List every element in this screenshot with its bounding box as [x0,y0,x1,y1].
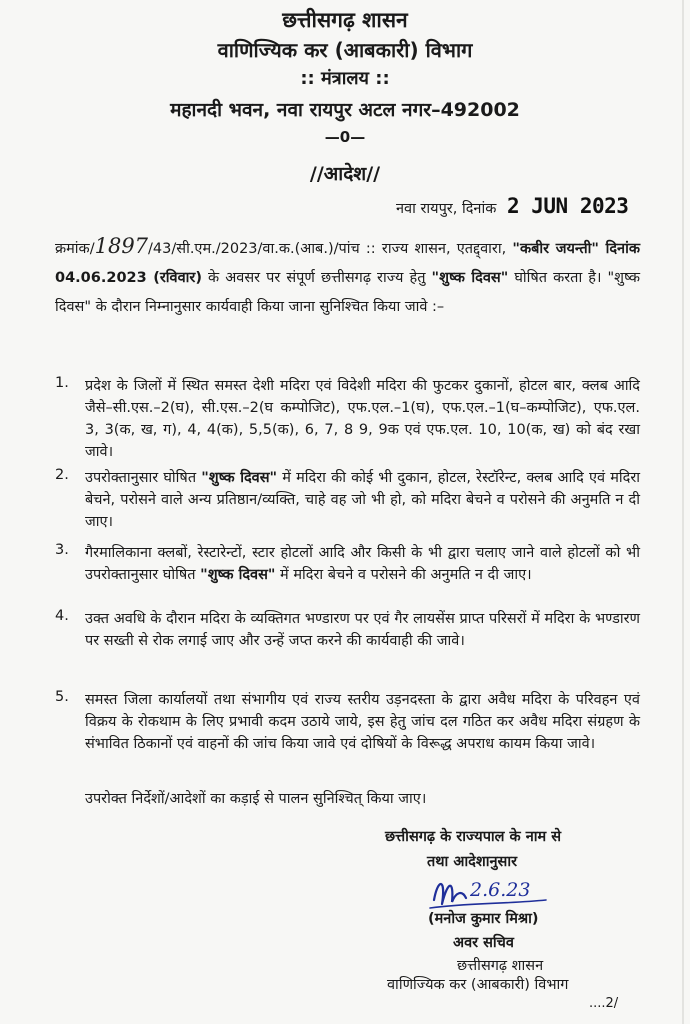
order-text-3: घोषित करता है। "शुष्क दिवस" के दौरान निम्नानुसार कार्यवाही किया जाना सुनिश्चित किया जावे :– [55,270,640,315]
signatory-department: वाणिज्यिक कर (आबकारी) विभाग [387,977,569,993]
signature-date: 2.6.23 [470,879,531,901]
order-festival: "कबीर जयन्ती" दिनांक 04.06.2023 (रविवार) [55,241,640,286]
header-divider: —0— [324,128,366,146]
item-text: प्रदेश के जिलों में स्थित समस्त देशी मदिरा एवं विदेशी मदिरा की फुटकर दुकानों, होटल बार, क्लब आदि जैसे–सी.एस.–2(घ), सी.एस.–2(घ कम्पोजिट), एफ.एल.–1(घ), एफ.एल.–1(घ–कम्पोजिट), एफ.एल. 3, 3(क, ख, ग), 4, 4(क), 5,5(क), 6, 7, 8 9, 9क एवं एफ.एल. 10, 10(क, ख) को बंद रखा जावे। [85,378,640,460]
header-ministry: :: मंत्रालय :: [300,68,390,89]
item-dry-day: "शुष्क दिवस" [201,470,278,486]
order-dry-day: "शुष्क दिवस" [431,270,509,286]
page-edge [682,0,684,1024]
page-continuation: ....2/ [589,996,619,1011]
item-text [85,542,640,586]
item-text-a: उपरोक्तानुसार घोषित [85,470,202,486]
item-text-b: में मदिरा बेचने व परोसने की अनुमति न दी जाए। [275,567,532,583]
item-text-a: गैरमालिकाना क्लबों, रेस्टारेन्टों, स्टार होटलों आदि और किसी के भी द्वारा चलाए जाने वाले होटलों को भी उपरोक्तानुसार घोषित [85,545,640,583]
header-department: वाणिज्यिक कर (आबकारी) विभाग [217,38,473,62]
signature-underline [430,900,546,908]
item-text: उक्त अवधि के दौरान मदिरा के व्यक्तिगत भण्डारण पर एवं गैर लायसेंस प्राप्त परिसरों में मदिरा के भण्डारण पर सख्ती से रोक लगाई जाए और उन्हें जप्त करने की कार्यवाही की जावे। [85,611,640,649]
item-text: समस्त जिला कार्यालयों तथा संभागीय एवं राज्य स्तरीय उड़नदस्ता के द्वारा अवैध मदिरा के परिवहन एवं विक्रय के रोकथाम के लिए प्रभावी कदम उठाये जाये, इस हेतु जांच दल गठित कर अवैध मदिरा संग्रहण के संभावित ठिकानों एवं वाहनों की जांच किया जावे एवं दोषियों के विरूद्ध अपराध कायम किया जावे। [85,692,640,752]
signatory-designation: अवर सचिव [453,935,514,951]
item-number: 2. [55,467,69,483]
order-text-1: /43/सी.एम./2023/वा.क.(आब.)/पांच :: राज्य शासन, एतद्द्वारा, [148,241,513,257]
signature-stroke [434,884,466,904]
order-text-2: के अवसर पर संपूर्ण छत्तीसगढ़ राज्य हेतु [201,270,432,286]
item-number: 4. [55,608,69,624]
signatory-name: (मनोज कुमार मिश्रा) [428,911,539,927]
order-prefix: क्रमांक/ [55,241,95,257]
date-stamp: 2 JUN 2023 [506,194,629,218]
item-number: 5. [55,689,69,705]
signature-authority-line1: छत्तीसगढ़ के राज्यपाल के नाम से [385,829,562,845]
order-paragraph [55,232,640,322]
item-text [85,467,640,533]
handwritten-order-number: 1897 [94,234,149,258]
item-dry-day: "शुष्क दिवस" [200,567,276,583]
header-government: छत्तीसगढ़ शासन [282,8,408,32]
dateline-place: नवा रायपुर, दिनांक [396,201,497,217]
item-number: 3. [55,542,69,558]
item-text-b: में मदिरा की कोई भी दुकान, होटल, रेस्टॉरेन्ट, क्लब आदि एवं मदिरा बेचने, परोसने वाले अन्य प्रतिष्ठान/व्यक्ति, चाहे वह जो भी हो, को मदिरा बेचने व परोसने की अनुमति न दी जाए। [85,470,641,530]
header-address: महानदी भवन, नवा रायपुर अटल नगर–492002 [170,99,520,121]
order-title: //आदेश// [309,163,381,185]
closing-instruction: उपरोक्त निर्देशों/आदेशों का कड़ाई से पालन सुनिश्चित् किया जाए। [85,791,427,807]
item-number: 1. [55,375,69,391]
signature-authority-line2: तथा आदेशानुसार [427,854,518,870]
signatory-government: छत्तीसगढ़ शासन [457,958,544,974]
dateline [396,194,628,218]
